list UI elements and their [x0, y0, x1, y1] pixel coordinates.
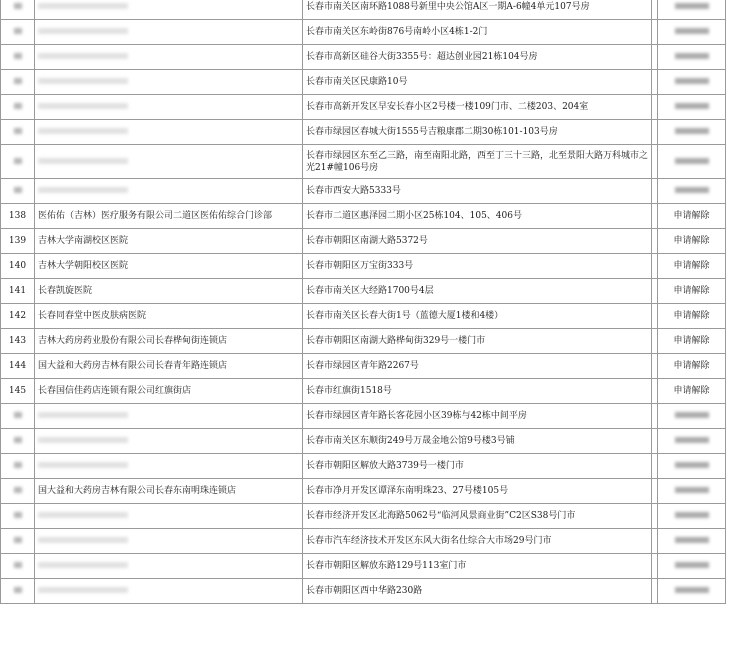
org-name-cell [35, 404, 303, 429]
redaction-smudge [14, 78, 22, 84]
org-name-cell: 国大益和大药房吉林有限公司长春东南明珠连锁店 [35, 479, 303, 504]
table-row [1, 379, 726, 404]
address-cell: 长春市朝阳区万宝街333号 [303, 254, 652, 279]
status-cell [658, 179, 726, 204]
address-cell: 长春市二道区惠泽园二期小区25栋104、105、406号 [303, 204, 652, 229]
address-cell: 长春市朝阳区南湖大路桦甸街329号一楼门市 [303, 329, 652, 354]
row-number-cell: 141 [1, 279, 35, 304]
status-cell: 申请解除 [658, 304, 726, 329]
status-cell [658, 504, 726, 529]
org-name-cell [35, 529, 303, 554]
redaction-smudge [14, 158, 22, 164]
status-cell: 申请解除 [658, 329, 726, 354]
table-row [1, 354, 726, 379]
org-name-cell [35, 0, 303, 20]
row-number-cell [1, 179, 35, 204]
redaction-smudge [14, 562, 22, 568]
redaction-smudge [38, 78, 128, 84]
row-number-cell [1, 529, 35, 554]
org-name-cell [35, 145, 303, 179]
redaction-smudge [675, 462, 709, 468]
redaction-smudge [38, 3, 128, 9]
address-cell: 长春市绿园区东至乙三路，南至南阳北路，西至丁三十三路，北至景阳大路万科城市之光21#幢106号房 [303, 145, 652, 179]
address-cell: 长春市汽车经济技术开发区东风大街名仕综合大市场29号门市 [303, 529, 652, 554]
org-name-cell: 长春凯旋医院 [35, 279, 303, 304]
address-cell: 长春市南关区东顺街249号万晟金地公馆9号楼3号铺 [303, 429, 652, 454]
status-cell [658, 479, 726, 504]
redaction-smudge [14, 187, 22, 193]
row-number-cell [1, 454, 35, 479]
table-row [1, 279, 726, 304]
address-cell: 长春市红旗街1518号 [303, 379, 652, 404]
org-name-cell: 国大益和大药房吉林有限公司长春青年路连锁店 [35, 354, 303, 379]
row-number-cell: 144 [1, 354, 35, 379]
row-number-cell [1, 145, 35, 179]
redaction-smudge [38, 412, 128, 418]
table-row [1, 554, 726, 579]
redaction-smudge [38, 158, 128, 164]
redaction-smudge [675, 78, 709, 84]
status-cell [658, 0, 726, 20]
redaction-smudge [14, 487, 22, 493]
org-name-cell: 吉林大学南湖校区医院 [35, 229, 303, 254]
redaction-smudge [675, 412, 709, 418]
redaction-smudge [675, 537, 709, 543]
status-cell [658, 45, 726, 70]
org-name-cell [35, 45, 303, 70]
address-cell: 长春市朝阳区解放东路129号113室门市 [303, 554, 652, 579]
org-name-cell [35, 454, 303, 479]
org-name-cell [35, 179, 303, 204]
redaction-smudge [675, 562, 709, 568]
redaction-smudge [38, 587, 128, 593]
row-number-cell [1, 404, 35, 429]
row-number-cell [1, 20, 35, 45]
table-row [1, 404, 726, 429]
address-cell: 长春市朝阳区解放大路3739号一楼门市 [303, 454, 652, 479]
table-row [1, 304, 726, 329]
status-cell: 申请解除 [658, 204, 726, 229]
row-number-cell: 145 [1, 379, 35, 404]
redaction-smudge [38, 28, 128, 34]
table-row [1, 454, 726, 479]
table-row [1, 145, 726, 179]
org-name-cell: 吉林大药房药业股份有限公司长春桦甸街连锁店 [35, 329, 303, 354]
org-name-cell [35, 554, 303, 579]
org-name-cell: 医佑佑（吉林）医疗服务有限公司二道区医佑佑综合门诊部 [35, 204, 303, 229]
row-number-cell [1, 504, 35, 529]
redaction-smudge [38, 512, 128, 518]
redaction-smudge [38, 53, 128, 59]
status-cell [658, 70, 726, 95]
redaction-smudge [38, 187, 128, 193]
row-number-cell [1, 70, 35, 95]
status-cell [658, 20, 726, 45]
table-row [1, 0, 726, 20]
address-cell: 长春市绿园区青年路长客花园小区39栋与42栋中间平房 [303, 404, 652, 429]
redaction-smudge [38, 128, 128, 134]
redaction-smudge [675, 487, 709, 493]
redaction-smudge [14, 537, 22, 543]
address-cell: 长春市净月开发区谭泽东南明珠23、27号楼105号 [303, 479, 652, 504]
redaction-smudge [675, 158, 709, 164]
address-cell: 长春市南关区东岭街876号南岭小区4栋1-2门 [303, 20, 652, 45]
redaction-smudge [14, 587, 22, 593]
redaction-smudge [675, 187, 709, 193]
table-row [1, 429, 726, 454]
row-number-cell: 138 [1, 204, 35, 229]
org-name-cell [35, 95, 303, 120]
redaction-smudge [14, 412, 22, 418]
redaction-smudge [38, 562, 128, 568]
redaction-smudge [675, 587, 709, 593]
redaction-smudge [14, 512, 22, 518]
org-name-cell [35, 504, 303, 529]
org-name-cell [35, 20, 303, 45]
address-cell: 长春市南关区大经路1700号4层 [303, 279, 652, 304]
row-number-cell [1, 95, 35, 120]
address-cell: 长春市经济开发区北海路5062号“临河风景商业街”C2区S38号门市 [303, 504, 652, 529]
redaction-smudge [675, 103, 709, 109]
redaction-smudge [14, 28, 22, 34]
redaction-smudge [675, 3, 709, 9]
address-cell: 长春市高新开发区早安长春小区2号楼一楼109门市、二楼203、204室 [303, 95, 652, 120]
redaction-smudge [675, 437, 709, 443]
row-number-cell [1, 579, 35, 604]
org-name-cell: 长春同春堂中医皮肤病医院 [35, 304, 303, 329]
table-row [1, 254, 726, 279]
status-cell [658, 145, 726, 179]
row-number-cell [1, 479, 35, 504]
redaction-smudge [38, 537, 128, 543]
redaction-smudge [14, 53, 22, 59]
address-cell: 长春市南关区南环路1088号新里中央公馆A区一期A-6幢4单元107号房 [303, 0, 652, 20]
table-row [1, 529, 726, 554]
status-cell: 申请解除 [658, 279, 726, 304]
table-row [1, 179, 726, 204]
org-name-cell [35, 120, 303, 145]
org-name-cell: 长春国信佳药店连锁有限公司红旗街店 [35, 379, 303, 404]
address-cell: 长春市南关区民康路10号 [303, 70, 652, 95]
row-number-cell [1, 120, 35, 145]
redaction-smudge [14, 462, 22, 468]
redaction-smudge [14, 128, 22, 134]
status-cell [658, 454, 726, 479]
redaction-smudge [38, 437, 128, 443]
table-row [1, 579, 726, 604]
row-number-cell [1, 45, 35, 70]
row-number-cell [1, 554, 35, 579]
status-cell [658, 554, 726, 579]
table-row [1, 20, 726, 45]
table-row [1, 229, 726, 254]
row-number-cell: 140 [1, 254, 35, 279]
address-cell: 长春市朝阳区西中华路230路 [303, 579, 652, 604]
org-name-cell [35, 579, 303, 604]
org-name-cell [35, 429, 303, 454]
status-cell [658, 529, 726, 554]
status-cell: 申请解除 [658, 229, 726, 254]
status-cell: 申请解除 [658, 254, 726, 279]
redaction-smudge [675, 28, 709, 34]
row-number-cell [1, 429, 35, 454]
status-cell [658, 95, 726, 120]
row-number-cell: 142 [1, 304, 35, 329]
address-cell: 长春市绿园区春城大街1555号吉粮康郡二期30栋101-103号房 [303, 120, 652, 145]
status-cell: 申请解除 [658, 354, 726, 379]
address-cell: 长春市西安大路5333号 [303, 179, 652, 204]
status-cell [658, 404, 726, 429]
address-cell: 长春市绿园区青年路2267号 [303, 354, 652, 379]
table-row [1, 120, 726, 145]
address-cell: 长春市南关区长春大街1号（蓝德大厦1楼和4楼） [303, 304, 652, 329]
table-row [1, 479, 726, 504]
row-number-cell: 139 [1, 229, 35, 254]
table-row [1, 204, 726, 229]
table-row [1, 329, 726, 354]
redaction-smudge [675, 512, 709, 518]
address-cell: 长春市朝阳区南湖大路5372号 [303, 229, 652, 254]
table-row [1, 504, 726, 529]
redaction-smudge [675, 53, 709, 59]
redaction-smudge [38, 103, 128, 109]
redaction-smudge [38, 462, 128, 468]
address-cell: 长春市高新区硅谷大街3355号：超达创业园21栋104号房 [303, 45, 652, 70]
row-number-cell: 143 [1, 329, 35, 354]
org-name-cell: 吉林大学朝阳校区医院 [35, 254, 303, 279]
redaction-smudge [14, 103, 22, 109]
table-row [1, 95, 726, 120]
row-number-cell [1, 0, 35, 20]
redaction-smudge [14, 3, 22, 9]
status-cell [658, 579, 726, 604]
status-cell [658, 429, 726, 454]
status-cell [658, 120, 726, 145]
table-row [1, 70, 726, 95]
status-cell: 申请解除 [658, 379, 726, 404]
redaction-smudge [14, 437, 22, 443]
table-row [1, 45, 726, 70]
redaction-smudge [675, 128, 709, 134]
org-name-cell [35, 70, 303, 95]
